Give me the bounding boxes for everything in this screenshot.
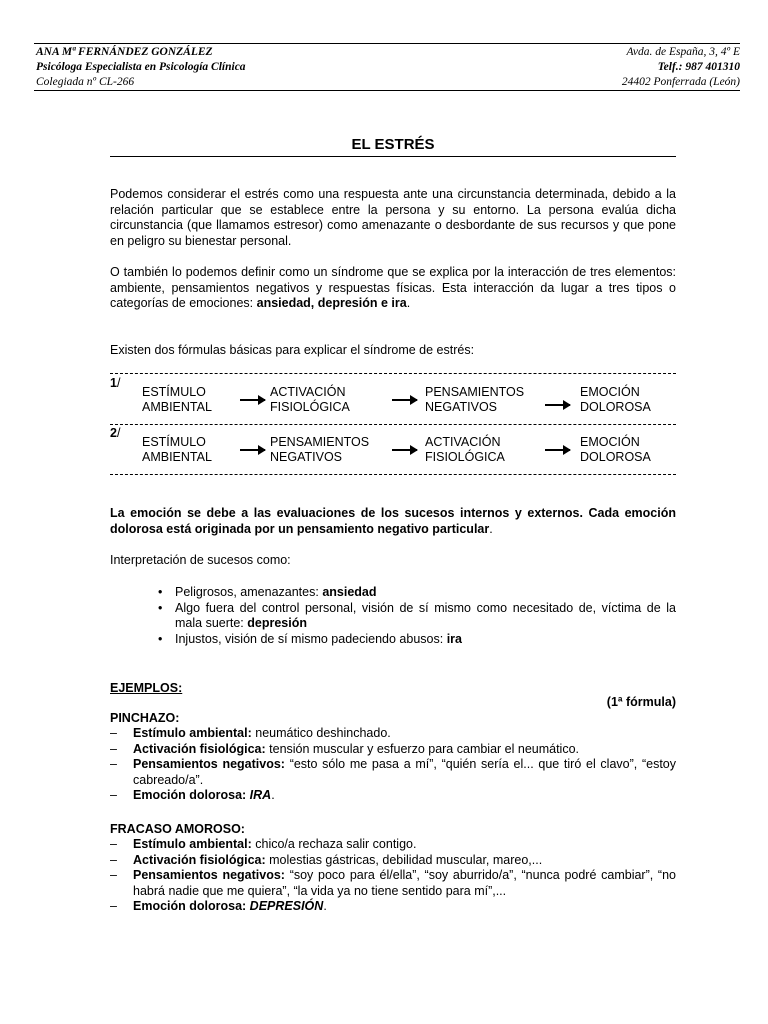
formula-1-step-1-line-2: AMBIENTAL [142,400,212,414]
list-item-emotion: ira [446,631,462,646]
formula-1-num: 1 [110,376,117,390]
intro-paragraph-2-text: O también lo podemos definir como un síndrome que se explica por la interacción de tres elementos: ambiente, pensamientos negativos y respuestas físicas. Esta interacción da lugar a tres tipos o categorías de emociones: [110,265,676,310]
list-item [110,757,676,788]
list-item-emotion: ansiedad [322,585,377,599]
intro-paragraph-1: Podemos considerar el estrés como una respuesta ante una circunstancia determinada, debido a la relación particular que se establece entre la persona y su entorno. La persona evalúa dicha circunstancia (que llamamos estresor) como amenazante o desbordante de sus recursos y que pone en peligro su bienestar personal. [110,187,676,248]
header-bottom-rule [34,90,740,91]
formula-2-step-2 [270,435,369,465]
intro-paragraph-2-end: . [406,296,411,310]
list-item-text: Injustos, visión de sí mismo padeciendo abusos: [175,631,447,646]
intro-paragraph-3: Existen dos fórmulas básicas para explicar el síndrome de estrés: [110,343,475,357]
item-emotion: DEPRESIÓN [246,899,324,913]
item-text: chico/a rechaza salir contigo. [251,837,417,851]
formula-2-arrow-1 [240,449,265,451]
item-label: Emoción dolorosa: [133,899,247,913]
item-text: . [323,899,327,913]
formula-1-step-2-line-1: ACTIVACIÓN [270,385,346,399]
item-text: “esto sólo me pasa a mí”, “quién sería el... que tiró el clavo”, “estoy cabreado/a”. [133,757,676,787]
formula-2-top-rule [110,424,676,425]
formula-1-arrow-2 [392,399,417,401]
item-label: Pensamientos negativos: [133,868,285,882]
formula-2-step-1-line-1: ESTÍMULO [142,435,206,449]
item-text: molestias gástricas, debilidad muscular, mareo,... [265,852,543,867]
list-item-text: Algo fuera del control personal, visión de sí mismo como necesitado de, víctima de la mala suerte: [175,600,676,630]
formula-2-arrow-2 [392,449,417,451]
emotion-paragraph [110,506,676,537]
list-item [110,726,676,742]
formula-1-step-4-line-1: EMOCIÓN [580,385,640,399]
list-item [175,585,676,601]
formula-1-step-3-line-1: PENSAMIENTOS [425,385,525,399]
address-street: Avda. de España, 3, 4º E [626,46,740,58]
formula-1-step-4-line-2: DOLOROSA [580,400,651,414]
item-text: . [271,788,275,802]
interpretation-intro: Interpretación de sucesos como: [110,553,291,567]
formula-1-arrow-3 [545,404,570,406]
formula-1-arrow-1 [240,399,265,401]
list-item [175,601,676,632]
item-text: tensión muscular y esfuerzo para cambiar el neumático. [265,741,580,756]
example-fracaso-title: FRACASO AMOROSO: [110,822,245,836]
formula-2-step-2-line-2: NEGATIVOS [270,450,343,464]
formula-2-step-1 [142,435,212,465]
examples-formula-label: (1ª fórmula) [606,695,676,709]
item-label: Estímulo ambiental: [133,837,252,851]
item-label: Pensamientos negativos: [133,757,285,771]
formula-1-top-rule [110,373,676,374]
item-label: Emoción dolorosa: [133,788,247,802]
author-name: ANA Mª FERNÁNDEZ GONZÁLEZ [36,46,213,58]
formula-2-step-2-line-1: PENSAMIENTOS [270,435,370,449]
example-fracaso-list [110,837,676,915]
list-item [175,632,676,648]
formula-1-step-3 [425,385,524,415]
phone: Telf.: 987 401310 [657,61,740,73]
author-title: Psicóloga Especialista en Psicología Clínica [36,61,246,73]
formula-2-step-1-line-2: AMBIENTAL [142,450,212,464]
interpretation-list [175,585,676,647]
header-top-rule [34,43,740,44]
emotion-paragraph-end: . [489,521,493,536]
item-label: Activación fisiológica: [133,741,266,756]
example-pinchazo-list [110,726,676,804]
formula-2-slash: / [116,426,121,440]
list-item-emotion: depresión [247,616,308,630]
title-underline [110,156,676,157]
formula-2-step-3-line-2: FISIOLÓGICA [425,450,505,464]
list-item [110,899,676,915]
emotion-paragraph-bold: La emoción se debe a las evaluaciones de los sucesos internos y externos. Cada emoción dolorosa está originada por un pensamiento negativo particular [110,506,676,536]
formula-2-bottom-rule [110,474,676,475]
formula-2-number [110,426,120,440]
emotion-types: ansiedad, depresión e ira [256,296,407,310]
formula-2-step-3 [425,435,505,465]
item-emotion: IRA [246,788,272,802]
example-pinchazo-title: PINCHAZO: [110,711,180,725]
list-item-text: Peligrosos, amenazantes: [175,585,323,599]
page-title: EL ESTRÉS [351,136,435,153]
formula-2-step-4-line-1: EMOCIÓN [580,435,640,449]
item-label: Activación fisiológica: [133,852,266,867]
formula-1-step-1-line-1: ESTÍMULO [142,385,206,399]
formula-2-step-3-line-1: ACTIVACIÓN [425,435,501,449]
formula-2-arrow-3 [545,449,570,451]
list-item [110,868,676,899]
list-item [110,853,676,869]
formula-2-step-4-line-2: DOLOROSA [580,450,651,464]
formula-1-slash: / [116,376,121,390]
examples-heading: EJEMPLOS: [110,681,183,695]
formula-1-step-1 [142,385,212,415]
formula-1-step-2-line-2: FISIOLÓGICA [270,400,350,414]
license-number: Colegiada nº CL-266 [36,76,135,88]
formula-2-step-4 [580,435,651,465]
formula-1-step-2 [270,385,350,415]
formula-1-number [110,376,120,390]
formula-2-num: 2 [110,426,117,440]
formula-1-step-4 [580,385,651,415]
item-text: “soy poco para él/ella”, “soy aburrido/a”, “nunca podré cambiar”, “no habrá nadie que me quiera”, “la vida ya no tiene sentido para mí”,... [133,868,676,898]
item-label: Estímulo ambiental: [133,726,252,740]
list-item [110,788,676,804]
formula-1-step-3-line-2: NEGATIVOS [425,400,498,414]
intro-paragraph-2 [110,265,676,312]
item-text: neumático deshinchado. [251,726,391,740]
list-item [110,742,676,758]
list-item [110,837,676,853]
address-city: 24402 Ponferrada (León) [621,76,740,88]
